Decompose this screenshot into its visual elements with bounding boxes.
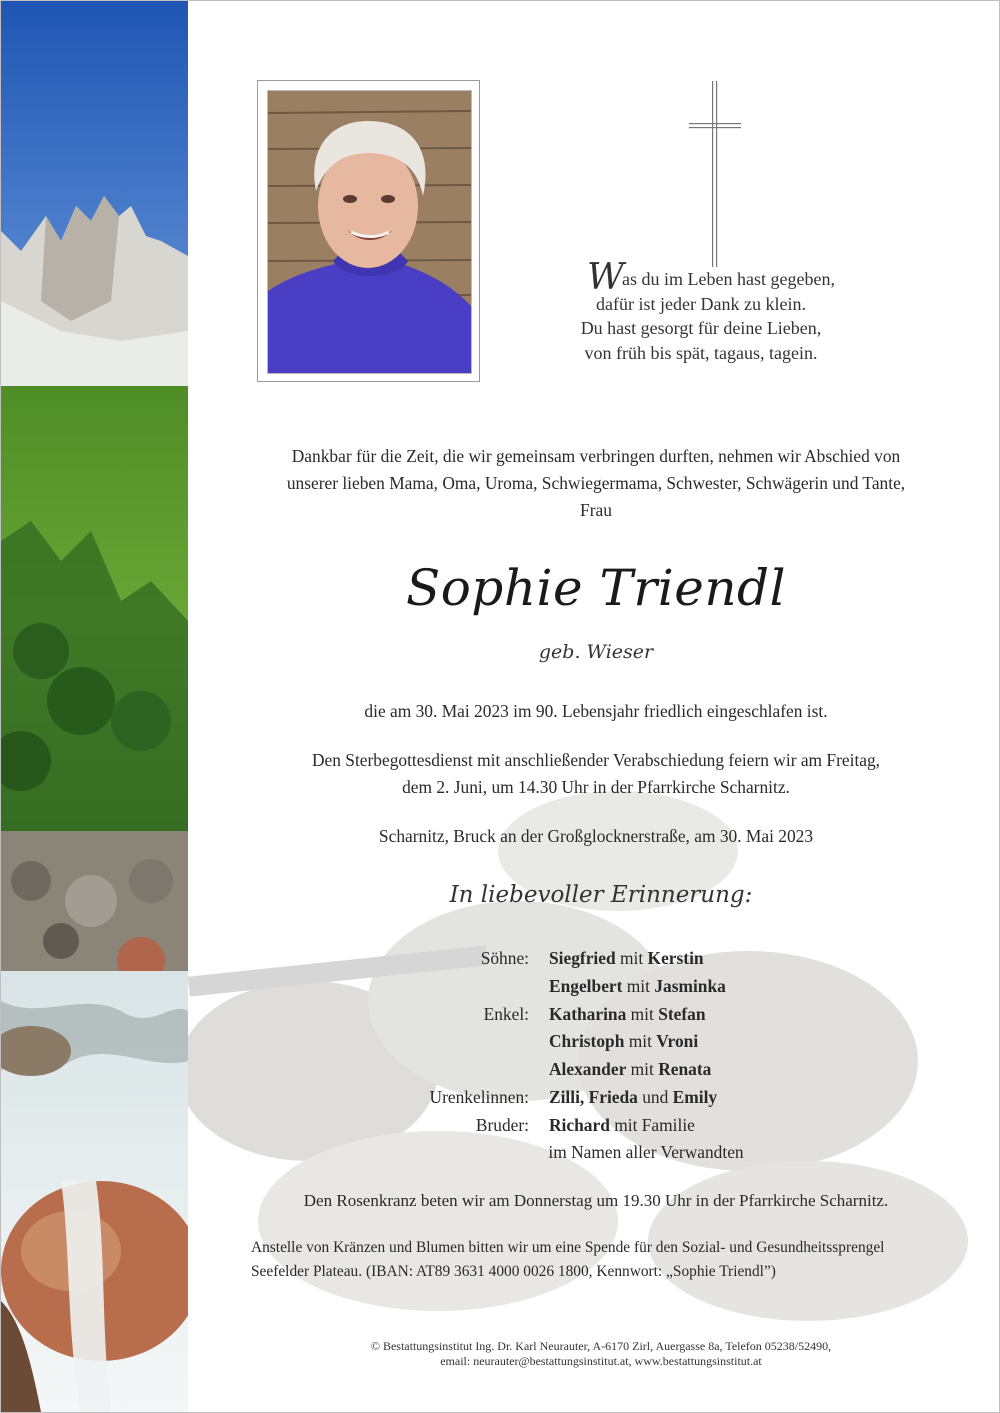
family-row: Söhne: Siegfried mit Kerstin (480, 948, 704, 968)
family-row: Urenkelinnen: Zilli, Frieda und Emily (429, 1086, 718, 1107)
poem-initial: W (587, 257, 625, 298)
intro-text: Dankbar für die Zeit, die wir gemeinsam verbringen durften, nehmen wir Abschied von unserer lieben Mama, Oma, Uroma, Schwiegermama, Schwester, Schwägerin und Tante, Frau (286, 446, 906, 520)
death-notice: die am 30. Mai 2023 im 90. Lebensjahr friedlich eingeschlafen ist. (364, 701, 828, 721)
poem (541, 257, 861, 365)
donation-info: Anstelle von Kränzen und Blumen bitten wir um eine Spende für den Sozial- und Gesundheitssprengel Seefelder Plateau. (IBAN: AT89 3631 4000 0026 1800, Kennwort: „Sophie Triendl”) (251, 1239, 885, 1280)
family-row: Engelbert mit Jasminka (549, 975, 726, 996)
family-row: Alexander mit Renata (549, 1059, 712, 1080)
deceased-name: Sophie Triendl (405, 559, 787, 617)
rosary-info: Den Rosenkranz beten wir am Donnerstag um 19.30 Uhr in der Pfarrkirche Scharnitz. (303, 1191, 889, 1210)
portrait-photo (267, 90, 472, 374)
memory-heading: In liebevoller Erinnerung: (449, 882, 753, 908)
poem-line-4: von früh bis spät, tagaus, tagein. (584, 342, 818, 363)
family-row: Bruder: Richard mit Familie (475, 1114, 695, 1135)
funeral-info: Den Sterbegottesdienst mit anschließender Verabschiedung feiern wir am Freitag, dem 2. Juni, um 14.30 Uhr in der Pfarrkirche Scharnitz. (311, 750, 881, 797)
family-list (301, 945, 861, 1140)
footer-imprint: © Bestattungsinstitut Ing. Dr. Karl Neurauter, A-6170 Zirl, Auergasse 8a, Telefon 05238/52490, email: neurauter@bestattungsinstitut.at, www.bestattungsinstitut.at (370, 1339, 832, 1368)
family-row: Enkel: Katharina mit Stefan (483, 1003, 706, 1024)
relatives-note: im Namen aller Verwandten (548, 1142, 744, 1162)
poem-line-3: Du hast gesorgt für deine Lieben, (580, 318, 822, 338)
family-row: Christoph mit Vroni (549, 1031, 699, 1052)
maiden-name: geb. Wieser (538, 641, 654, 663)
landscape-strip-image (1, 1, 188, 1412)
poem-line-1: Was du im Leben hast gegeben, (587, 257, 835, 298)
place-date: Scharnitz, Bruck an der Großglocknerstraße, am 30. Mai 2023 (378, 826, 814, 846)
cross-icon (689, 81, 741, 267)
portrait-photo-frame (257, 80, 480, 382)
poem-line-2: dafür ist jeder Dank zu klein. (596, 293, 806, 314)
